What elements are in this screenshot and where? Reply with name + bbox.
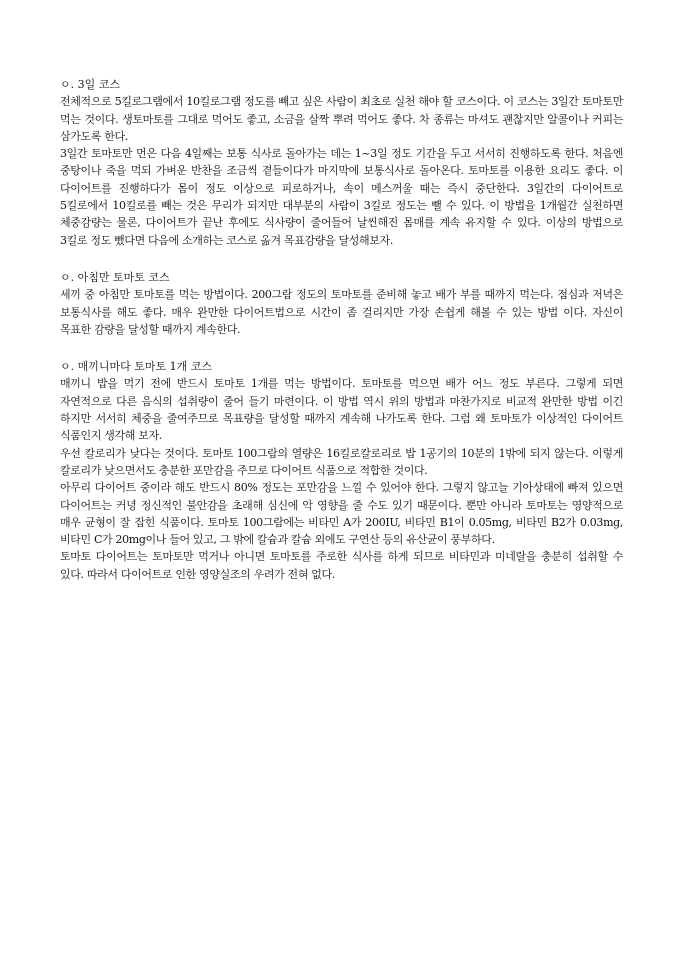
body-paragraph: 토마토 다이어트는 토마토만 먹거나 아니면 토마토를 주로한 식사를 하게 되므로 비타민과 미네랄을 충분히 섭취할 수 있다. 따라서 다이어트로 인한 영양실조의 우려가 전혀 없다. xyxy=(60,550,623,581)
body-paragraph: 매끼니 밥을 먹기 전에 반드시 토마토 1개를 먹는 방법이다. 토마토를 먹으면 배가 어느 정도 부른다. 그렇게 되면 자연적으로 다른 음식의 섭취량이 줄어 들기 마련이다. 이 방법 역시 위의 방법과 마찬가지로 비교적 완만한 방법 이긴 하지만 서서히 체중을 줄여주므로 목표량을 달성할 때까지 계속해 나가도록 한다. 그럼 왜 토마토가 이상적인 다이어트 식품인지 생각해 보자. xyxy=(60,377,623,443)
section-three-day-course xyxy=(60,76,623,249)
section-heading: ㅇ. 아침만 토마토 코스 xyxy=(60,270,170,284)
body-paragraph: 아무리 다이어트 중이라 해도 반드시 80% 정도는 포만감을 느낄 수 있어야 한다. 그렇지 않고늘 기아상태에 빠져 있으면 다이어트는 커녕 정신적인 불안감을 초래해 심신에 악 영향을 줄 수도 있기 때문이다. 뿐만 아니라 토마토는 영양적으로 매우 균형이 잘 잡힌 식품이다. 토마토 100그람에는 비타민 A가 200IU, 비타민 B1이 0.05mg, 비타민 B2가 0.03mg, 비타민 C가 20mg이나 들어 있고, 그 밖에 칼슘과 칼슘 외에도 구연산 등의 유산균이 풍부하다. xyxy=(60,481,623,547)
section-heading: ㅇ. 매끼니마다 토마토 1개 코스 xyxy=(60,360,212,374)
body-paragraph: 전체적으로 5킬로그램에서 10킬로그램 정도를 빼고 싶은 사람이 최초로 실천 해야 할 코스이다. 이 코스는 3일간 토마토만 먹는 것이다. 생토마토를 그대로 먹어도 좋고, 소금을 살짝 뿌려 먹어도 좋다. 차 종류는 마셔도 괜찮지만 알콜이나 커피는 삼가도록 한다. xyxy=(60,95,623,143)
section-every-meal-tomato-course xyxy=(60,358,623,583)
body-paragraph: 세끼 중 아침만 토마토를 먹는 방법이다. 200그람 정도의 토마토를 준비해 놓고 배가 부를 때까지 먹는다. 점심과 저녁은 보통식사를 해도 좋다. 매우 완만한 다이어트법으로 시간이 좀 걸리지만 가장 손쉽게 해볼 수 있는 방법 이다. 자신이 목표한 감량을 달성할 때까지 계속한다. xyxy=(60,288,623,336)
section-morning-tomato-course xyxy=(60,269,623,338)
document-page xyxy=(60,76,623,583)
section-heading: ㅇ. 3일 코스 xyxy=(60,78,120,91)
body-paragraph: 우선 칼로리가 낮다는 것이다. 토마토 100그람의 열량은 16킬로칼로리로 밥 1공기의 10분의 1밖에 되지 않는다. 이렇게 칼로리가 낮으면서도 충분한 포만감을 주므로 다이어트 식품으로 적합한 것이다. xyxy=(60,446,623,477)
body-paragraph: 3일간 토마토만 먼은 다음 4일째는 보통 식사로 돌아가는 데는 1~3일 정도 기간을 두고 서서히 진행하도록 한다. 처음엔 중탕이나 죽을 먹되 가벼운 반찬을 조금씩 곁들이다가 마지막에 보통식사로 돌아온다. 토마토를 이용한 요리도 좋다. 이 다이어트를 진행하다가 몸이 정도 이상으로 피로하거나, 속이 메스꺼울 때는 즉시 중단한다. 3일간의 다이어트로 5킬로에서 10킬로를 빼는 것은 무리가 되지만 대부분의 사람이 3킬로 정도는 뺄 수 있다. 이 방법을 1개월간 실천하면 체중감량는 물론, 다이어트가 끝난 후에도 식사량이 줄어들어 날씬해진 몸매를 계속 유지할 수 있다. 이상의 방법으로 3킬로 정도 뺐다면 다음에 소개하는 코스로 옮겨 목표감량을 달성해보자. xyxy=(60,147,623,247)
